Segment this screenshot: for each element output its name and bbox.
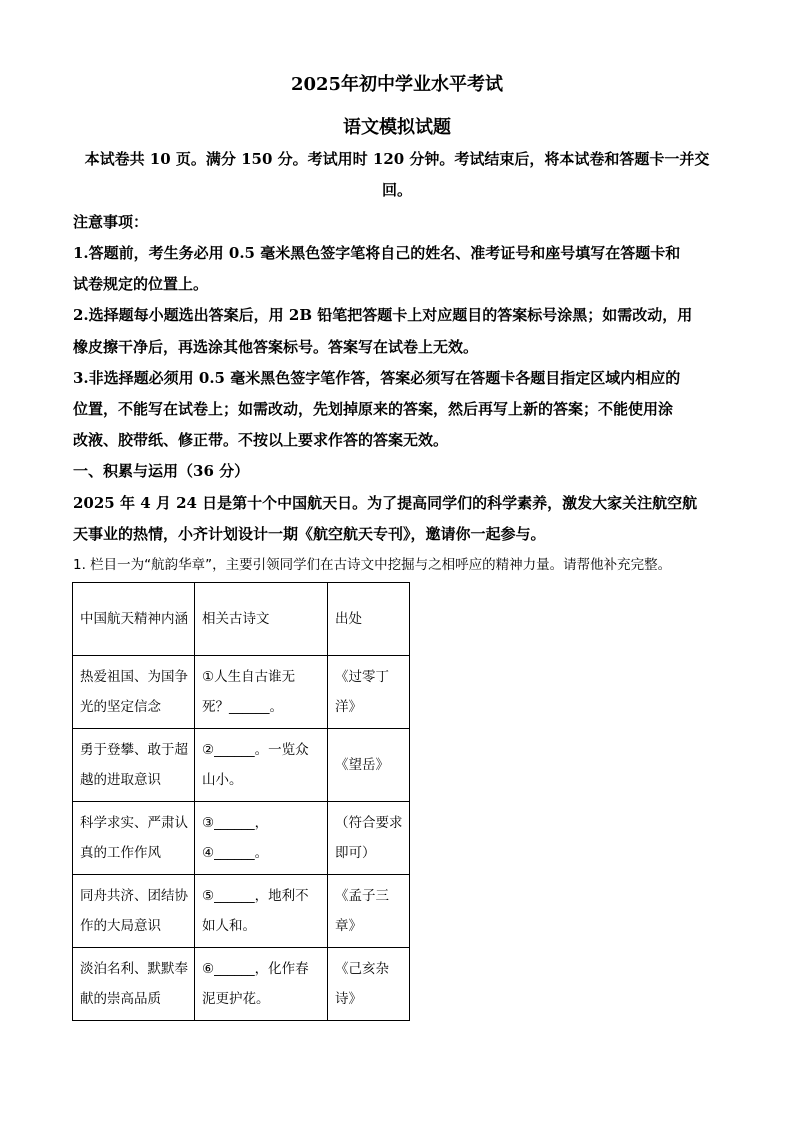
table-row	[73, 729, 410, 802]
notes-line: 1.答题前，考生务必用 0.5 毫米黑色签字笔将自己的姓名、准考证号和座号填写在答题卡和	[73, 244, 681, 262]
intro-line-1: 本试卷共 10 页。满分 150 分。考试用时 120 分钟。考试结束后，将本试卷和答题卡一并交	[84, 150, 710, 168]
notes-line: 试卷规定的位置上。	[73, 275, 209, 293]
exam-title: 2025年初中学业水平考试	[290, 74, 504, 95]
header-cell-poem: 相关古诗文	[195, 583, 328, 656]
section-heading: 一、积累与运用（36 分）	[73, 462, 250, 480]
question-1-prompt: 1. 栏目一为“航韵华章”，主要引领同学们在古诗文中挖掘与之相呼应的精神力量。请帮他补充完整。	[73, 557, 672, 573]
notes-heading: 注意事项：	[73, 213, 149, 231]
spirit-cell: 勇于登攀、敢于超越的进取意识	[73, 729, 195, 802]
header-cell-source: 出处	[328, 583, 410, 656]
intro-line-2: 回。	[381, 181, 412, 199]
header-cell-spirit: 中国航天精神内涵	[73, 583, 195, 656]
table-row	[73, 875, 410, 948]
spirit-cell: 淡泊名利、默默奉献的崇高品质	[73, 948, 195, 1021]
poem-cell[interactable]: ①人生自古谁无死？______。	[195, 656, 328, 729]
source-cell: 《望岳》	[328, 729, 410, 802]
notes-line: 改液、胶带纸、修正带。不按以上要求作答的答案无效。	[73, 431, 449, 449]
exam-subtitle: 语文模拟试题	[343, 117, 451, 138]
table-header-row	[73, 583, 410, 656]
context-line-1: 2025 年 4 月 24 日是第十个中国航天日。为了提高同学们的科学素养，激发大家关注航空航	[73, 494, 698, 512]
spirit-cell: 科学求实、严肃认真的工作作风	[73, 802, 195, 875]
spirit-cell: 同舟共济、团结协作的大局意识	[73, 875, 195, 948]
notes-line: 位置，不能写在试卷上；如需改动，先划掉原来的答案，然后再写上新的答案；不能使用涂	[73, 400, 674, 418]
poetry-table	[72, 582, 410, 1021]
poem-cell[interactable]: ②______。一览众山小。	[195, 729, 328, 802]
table-row	[73, 948, 410, 1021]
source-cell: 《孟子三章》	[328, 875, 410, 948]
spirit-cell: 热爱祖国、为国争光的坚定信念	[73, 656, 195, 729]
notes-line: 3.非选择题必须用 0.5 毫米黑色签字笔作答，答案必须写在答题卡各题目指定区域内相应的	[73, 369, 681, 387]
notes-line: 2.选择题每小题选出答案后，用 2B 铅笔把答题卡上对应题目的答案标号涂黑；如需改动，用	[73, 306, 693, 324]
source-cell: （符合要求即可）	[328, 802, 410, 875]
table-row	[73, 656, 410, 729]
poem-cell[interactable]: ⑥______，化作春泥更护花。	[195, 948, 328, 1021]
poem-cell[interactable]: ⑤______，地利不如人和。	[195, 875, 328, 948]
source-cell: 《己亥杂诗》	[328, 948, 410, 1021]
context-line-2: 天事业的热情，小齐计划设计一期《航空航天专刊》，邀请你一起参与。	[73, 525, 546, 543]
notes-line: 橡皮擦干净后，再选涂其他答案标号。答案写在试卷上无效。	[73, 338, 479, 356]
poem-cell[interactable]: ③______，④______。	[195, 802, 328, 875]
table-row	[73, 802, 410, 875]
source-cell: 《过零丁洋》	[328, 656, 410, 729]
